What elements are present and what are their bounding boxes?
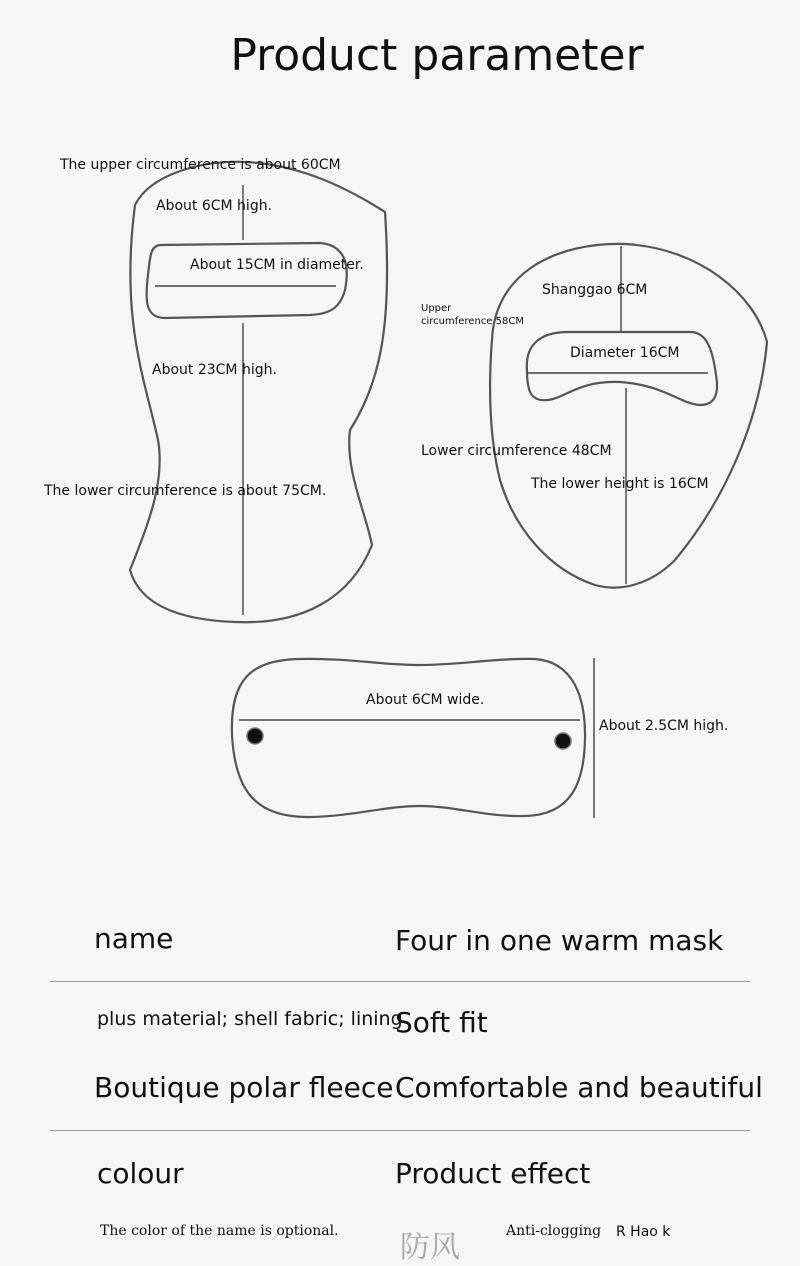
spec-divider-2: [50, 1130, 750, 1131]
spec-effect-cjk: 防风: [400, 1230, 460, 1265]
hood-upper-label-line-1: Upper: [421, 303, 452, 314]
spec-material-value-1: Soft fit: [395, 1006, 488, 1039]
balaclava-eye-diameter: About 15CM in diameter.: [190, 257, 364, 273]
spec-material-value-2: Comfortable and beautiful: [395, 1071, 763, 1104]
spec-effect-anti-clogging: Anti-clogging: [506, 1223, 602, 1239]
spec-material-label: plus material; shell fabric; lining: [97, 1008, 403, 1030]
spec-effect-label: Product effect: [395, 1157, 591, 1190]
balaclava-outline: [130, 162, 387, 622]
spec-material-label-2: Boutique polar fleece: [94, 1071, 394, 1104]
spec-name-value: Four in one warm mask: [395, 924, 724, 957]
balaclava-body-height: About 23CM high.: [152, 362, 277, 378]
spec-name-label: name: [94, 922, 174, 955]
snap-button-left: [247, 728, 263, 744]
hood-upper-label: [421, 302, 524, 328]
face-mask-outline: [232, 659, 585, 817]
balaclava-lower-circumference: The lower circumference is about 75CM.: [44, 483, 327, 499]
balaclava-upper-circumference: The upper circumference is about 60CM: [60, 157, 341, 173]
spec-colour-note: The color of the name is optional.: [100, 1223, 339, 1239]
hood-opening: [527, 332, 717, 405]
hood-upper-label-line-2: circumference 58CM: [421, 316, 524, 327]
hood-lower-height: The lower height is 16CM: [531, 476, 709, 492]
face-mask-height: About 2.5CM high.: [599, 718, 729, 734]
balaclava-eye-opening: [147, 243, 347, 318]
snap-button-right: [555, 733, 571, 749]
spec-effect-extra: R Hao k: [616, 1224, 671, 1240]
hood-lower-circumference: Lower circumference 48CM: [421, 443, 612, 459]
spec-divider-1: [50, 981, 750, 982]
balaclava-top-height: About 6CM high.: [156, 198, 273, 214]
face-mask-width: About 6CM wide.: [366, 692, 485, 708]
hood-diameter: Diameter 16CM: [570, 345, 680, 361]
page-title: Product parameter: [230, 30, 644, 81]
hood-top-height: Shanggao 6CM: [542, 282, 648, 298]
spec-colour-label: colour: [97, 1157, 184, 1190]
